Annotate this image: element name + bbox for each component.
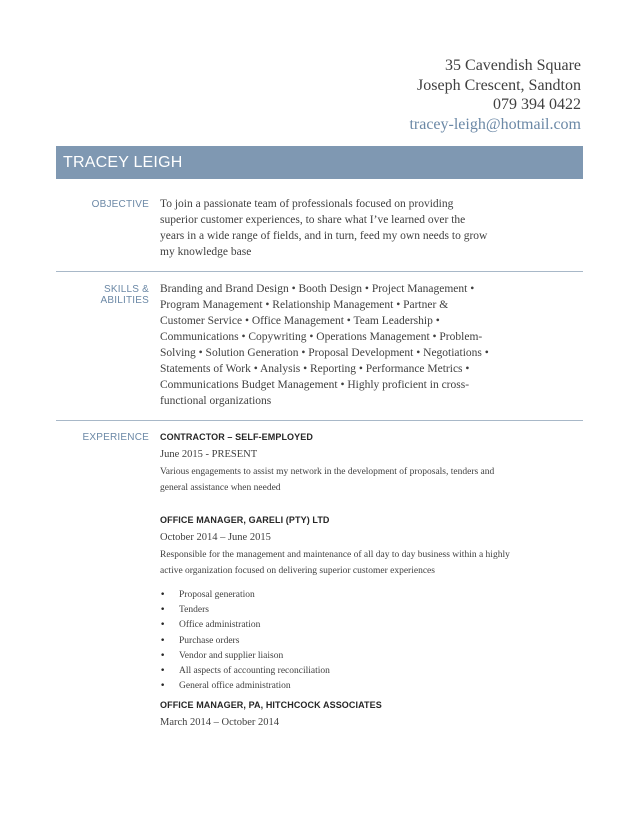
objective-text: [160, 196, 510, 260]
section-divider: [56, 271, 583, 272]
skills-line: Customer Service • Office Management • Team Leadership •: [160, 315, 440, 327]
list-item: • Tenders: [160, 603, 580, 618]
job-description-line: Various engagements to assist my network in the development of proposals, tenders and: [160, 467, 495, 477]
job-description-line: Responsible for the management and maintenance of all day to day business within a highly: [160, 550, 510, 560]
section-divider: [56, 420, 583, 421]
list-item: • Purchase orders: [160, 634, 580, 649]
job-title: OFFICE MANAGER, PA, HITCHCOCK ASSOCIATES: [160, 700, 382, 710]
job-entry-contractor: [160, 432, 580, 496]
bullet-icon: •: [160, 590, 166, 600]
job-date: October 2014 – June 2015: [160, 532, 271, 543]
list-item: • Vendor and supplier liaison: [160, 649, 580, 664]
job-description: [160, 547, 580, 579]
job-title: OFFICE MANAGER, GARELI (PTY) LTD: [160, 515, 330, 525]
experience-section: [56, 430, 583, 740]
list-item: • All aspects of accounting reconciliation: [160, 664, 580, 679]
bullet-icon: •: [160, 620, 166, 631]
address-line-2: Joseph Crescent, Sandton: [417, 76, 581, 94]
email-link[interactable]: tracey-leigh@hotmail.com: [409, 115, 581, 133]
bullet-icon: •: [160, 681, 166, 692]
job-description-line: active organization focused on delivering superior customer experiences: [160, 566, 435, 576]
address-line-1: 35 Cavendish Square: [445, 57, 581, 74]
responsibility-list: [160, 588, 580, 694]
skills-line: Communications Budget Management • Highly proficient in cross-: [160, 379, 470, 391]
objective-line: To join a passionate team of professionals focused on providing: [160, 198, 454, 210]
bullet-icon: •: [160, 650, 166, 661]
bullet-icon: •: [160, 666, 166, 677]
job-entry-hitchcock: [160, 700, 382, 730]
objective-line: superior customer experiences, to share what I’ve learned over the: [160, 214, 466, 226]
skills-line: Branding and Brand Design • Booth Design • Project Management •: [160, 283, 475, 295]
job-description: [160, 464, 580, 496]
job-date: March 2014 – October 2014: [160, 717, 279, 728]
job-description-line: general assistance when needed: [160, 483, 281, 493]
job-title: CONTRACTOR – SELF-EMPLOYED: [160, 432, 313, 442]
objective-label: OBJECTIVE: [91, 199, 149, 210]
contact-block: [409, 56, 581, 134]
objective-line: my knowledge base: [160, 246, 252, 258]
skills-line: Program Management • Relationship Management • Partner &: [160, 299, 449, 311]
skills-line: functional organizations: [160, 395, 272, 407]
phone-number: 079 394 0422: [493, 96, 581, 113]
skills-text: [160, 281, 510, 409]
skills-section: [56, 281, 583, 413]
skills-label: SKILLS & ABILITIES: [100, 284, 149, 306]
skills-line: Communications • Copywriting • Operations Management • Problem-: [160, 331, 483, 343]
bullet-icon: •: [160, 635, 166, 646]
bullet-icon: •: [160, 605, 166, 616]
list-item: • Proposal generation: [160, 588, 580, 603]
objective-line: years in a wide range of fields, and in turn, feed my own needs to grow: [160, 230, 488, 242]
skills-line: Statements of Work • Analysis • Reporting • Performance Metrics •: [160, 363, 470, 375]
job-date: June 2015 - PRESENT: [160, 449, 258, 460]
objective-section: [56, 196, 583, 266]
list-item: • General office administration: [160, 679, 580, 694]
skills-line: Solving • Solution Generation • Proposal Development • Negotiations •: [160, 347, 489, 359]
list-item: • Office administration: [160, 618, 580, 633]
job-entry-gareli: [160, 515, 580, 694]
experience-label: EXPERIENCE: [82, 432, 149, 443]
name-banner: TRACEY LEIGH: [56, 146, 583, 179]
